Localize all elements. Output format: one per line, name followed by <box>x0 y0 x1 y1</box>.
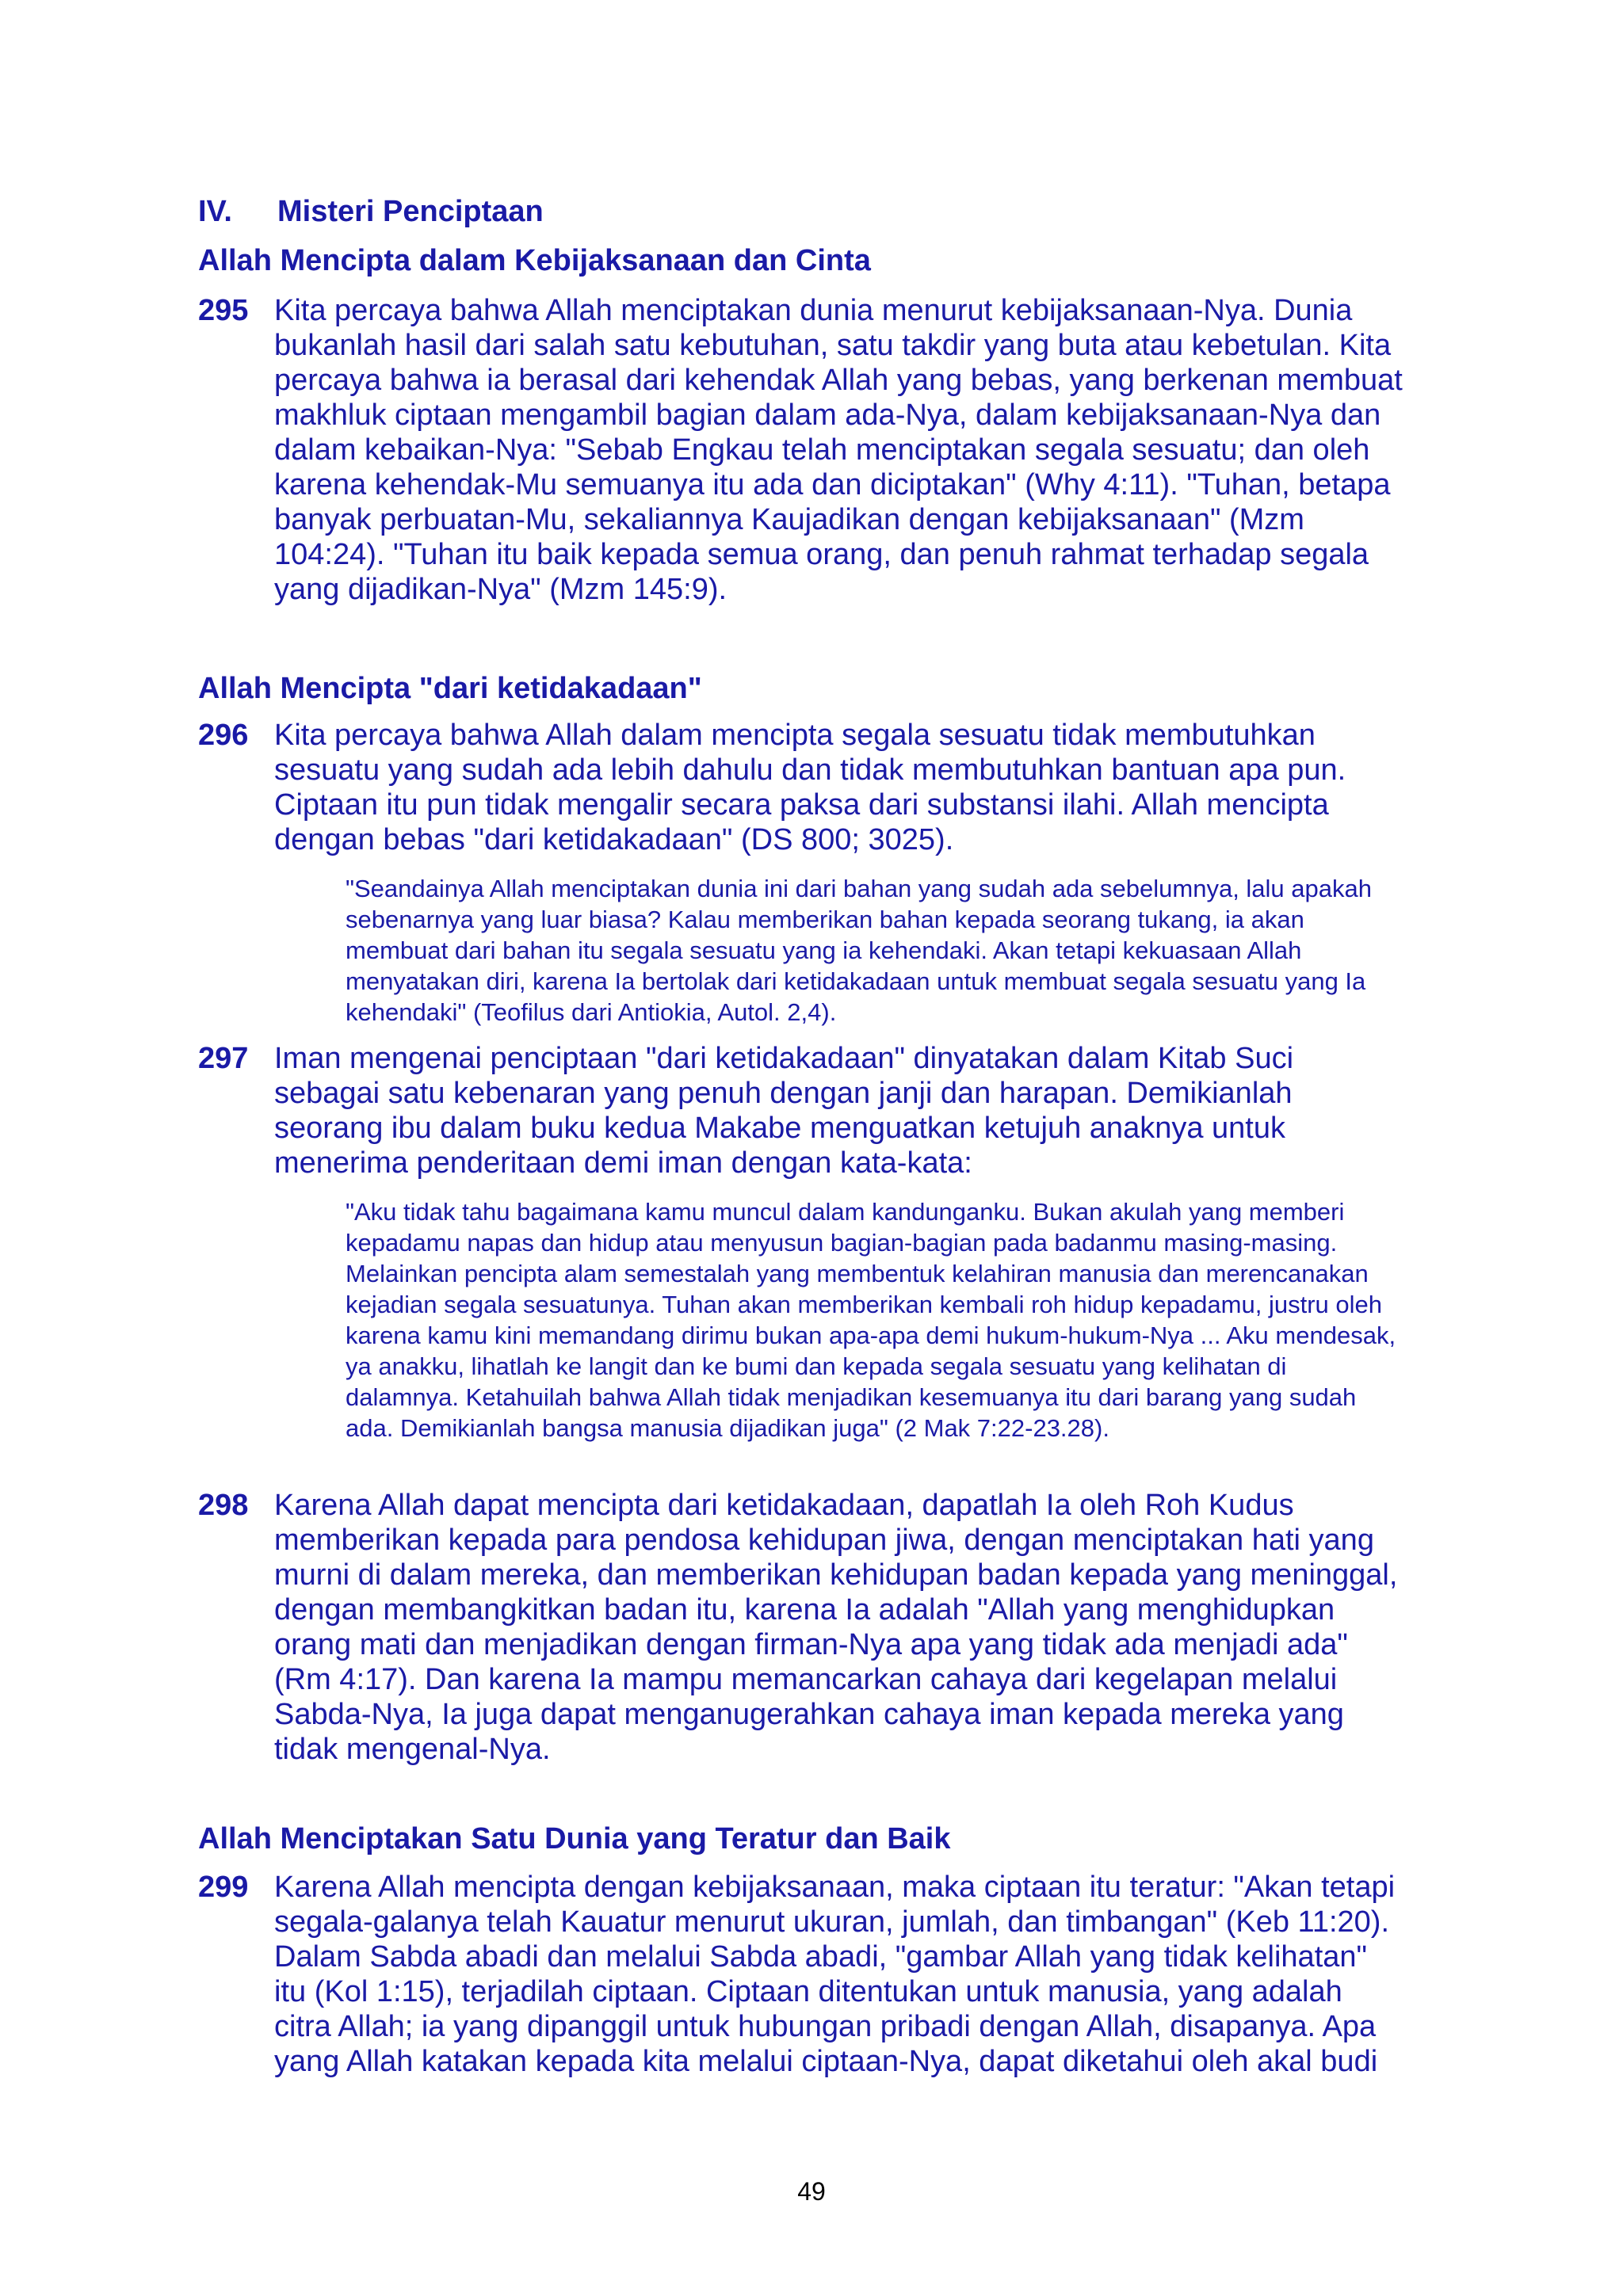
paragraph-298 <box>198 1488 1403 1767</box>
paragraph-295 <box>198 293 1403 607</box>
paragraph-number: 299 <box>198 1871 249 1904</box>
paragraph-text: Kita percaya bahwa Allah menciptakan dunia menurut kebijaksanaan-Nya. Dunia bukanlah hasil dari salah satu kebutuhan, satu takdir yang buta atau kebetulan. Kita percaya bahwa ia berasal dari kehendak Allah yang bebas, yang berkenan membuat makhluk ciptaan mengambil bagian dalam ada-Nya, dalam kebijaksanaan-Nya dan dalam kebaikan-Nya: "Sebab Engkau telah menciptakan segala sesuatu; dan oleh karena kehendak-Mu semuanya itu ada dan diciptakan" (Why 4:11). "Tuhan, betapa banyak perbuatan-Mu, sekaliannya Kaujadikan dengan kebijaksanaan" (Mzm 104:24). "Tuhan itu baik kepada semua orang, dan penuh rahmat terhadap segala yang dijadikan-Nya" (Mzm 145:9). <box>274 294 1403 606</box>
paragraph-299 <box>198 1870 1403 2079</box>
section-heading: Allah Mencipta "dari ketidakadaan" <box>198 672 702 705</box>
paragraph-297 <box>198 1041 1403 1180</box>
paragraph-text: Karena Allah mencipta dengan kebijaksanaan, maka ciptaan itu teratur: "Akan tetapi segala-galanya telah Kauatur menurut ukuran, jumlah, dan timbangan" (Keb 11:20). Dalam Sabda abadi dan melalui Sabda abadi, "gambar Allah yang tidak kelihatan" itu (Kol 1:15), terjadilah ciptaan. Ciptaan ditentukan untuk manusia, yang adalah citra Allah; ia yang dipanggil untuk hubungan pribadi dengan Allah, disapanya. Apa yang Allah katakan kepada kita melalui ciptaan-Nya, dapat diketahui oleh akal budi <box>274 1871 1396 2078</box>
chapter-heading <box>198 195 544 229</box>
block-quote: "Seandainya Allah menciptakan dunia ini dari bahan yang sudah ada sebelumnya, lalu apakah sebenarnya yang luar biasa? Kalau memberikan bahan kepada seorang tukang, ia akan membuat dari bahan itu segala sesuatu yang ia kehendaki. Akan tetapi kekuasaan Allah menyatakan diri, karena Ia bertolak dari ketidakadaan untuk membuat segala sesuatu yang Ia kehendaki" (Teofilus dari Antiokia, Autol. 2,4). <box>346 875 1372 1026</box>
paragraph-number: 295 <box>198 294 249 327</box>
paragraph-number: 296 <box>198 719 249 752</box>
paragraph-text: Kita percaya bahwa Allah dalam mencipta segala sesuatu tidak membutuhkan sesuatu yang sudah ada lebih dahulu dan tidak membutuhkan bantuan apa pun. Ciptaan itu pun tidak mengalir secara paksa dari substansi ilahi. Allah mencipta dengan bebas "dari ketidakadaan" (DS 800; 3025). <box>274 719 1346 856</box>
chapter-number: IV. <box>198 195 232 228</box>
paragraph-number: 298 <box>198 1489 249 1522</box>
block-quote: "Aku tidak tahu bagaimana kamu muncul dalam kandunganku. Bukan akulah yang memberi kepadamu napas dan hidup atau menyusun bagian-bagian pada badanmu masing-masing. Melainkan pencipta alam semestalah yang membentuk kelahiran manusia dan merencanakan kejadian segala sesuatunya. Tuhan akan memberikan kembali roh hidup kepadamu, justru oleh karena kamu kini memandang dirimu bukan apa-apa demi hukum-hukum-Nya ... Aku mendesak, ya anakku, lihatlah ke langit dan ke bumi dan kepada segala sesuatu yang kelihatan di dalamnya. Ketahuilah bahwa Allah tidak menjadikan kesemuanya itu dari barang yang sudah ada. Demikianlah bangsa manusia dijadikan juga" (2 Mak 7:22-23.28). <box>346 1198 1396 1442</box>
chapter-title: Misteri Penciptaan <box>277 195 544 228</box>
paragraph-text: Karena Allah dapat mencipta dari ketidakadaan, dapatlah Ia oleh Roh Kudus memberikan kepada para pendosa kehidupan jiwa, dengan menciptakan hati yang murni di dalam mereka, dan memberikan kehidupan badan kepada yang meninggal, dengan membangkitkan badan itu, karena Ia adalah "Allah yang menghidupkan orang mati dan menjadikan dengan firman-Nya apa yang tidak ada menjadi ada" (Rm 4:17). Dan karena Ia mampu memancarkan cahaya dari kegelapan melalui Sabda-Nya, Ia juga dapat menganugerahkan cahaya iman kepada mereka yang tidak mengenal-Nya. <box>274 1489 1398 1766</box>
paragraph-number: 297 <box>198 1042 249 1075</box>
section-heading: Allah Menciptakan Satu Dunia yang Teratur dan Baik <box>198 1822 951 1855</box>
paragraph-296 <box>198 718 1403 857</box>
page-number: 49 <box>797 2177 826 2206</box>
paragraph-text: Iman mengenai penciptaan "dari ketidakadaan" dinyatakan dalam Kitab Suci sebagai satu kebenaran yang penuh dengan janji dan harapan. Demikianlah seorang ibu dalam buku kedua Makabe menguatkan ketujuh anaknya untuk menerima penderitaan demi iman dengan kata-kata: <box>274 1042 1294 1180</box>
section-heading: Allah Mencipta dalam Kebijaksanaan dan Cinta <box>198 244 871 277</box>
